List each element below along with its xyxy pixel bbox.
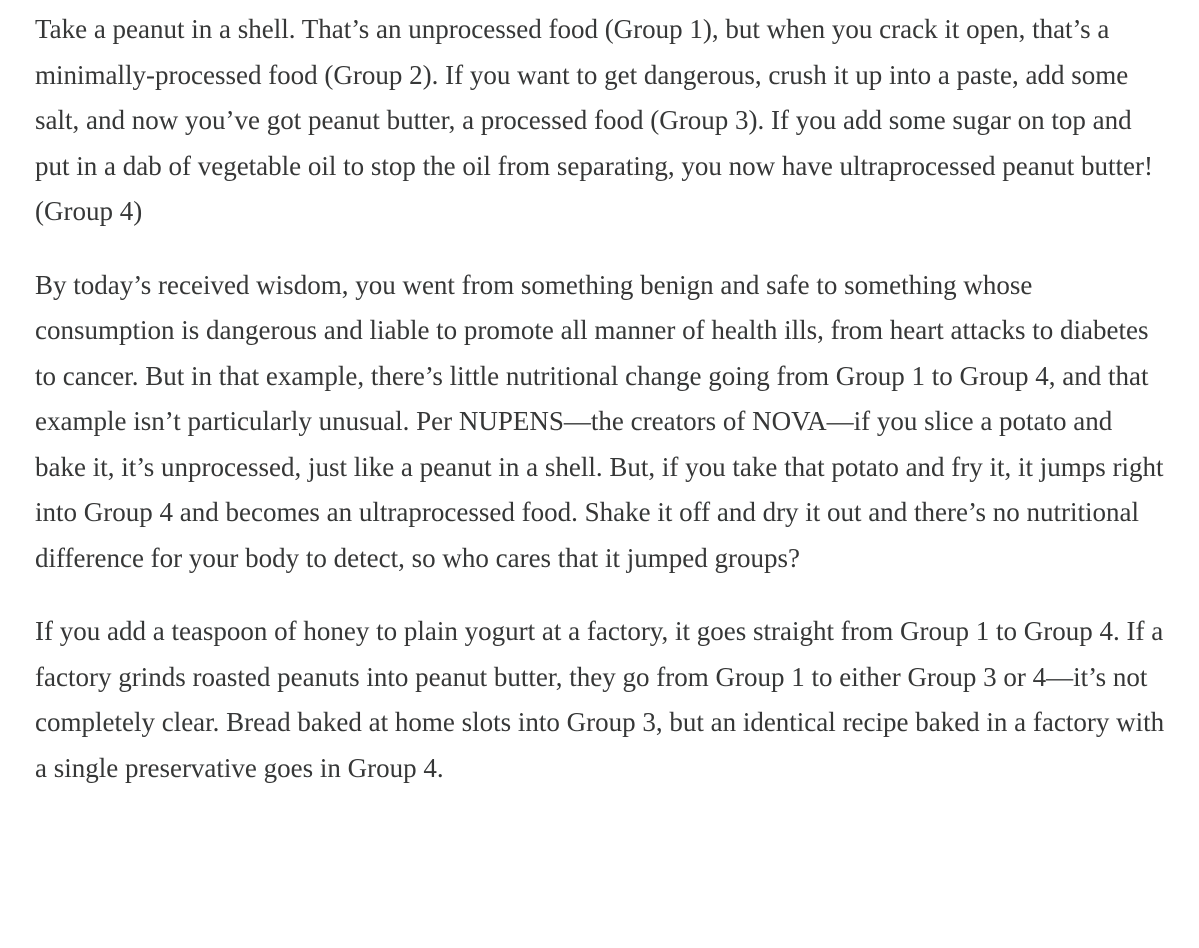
paragraph-peanut-groups: Take a peanut in a shell. That’s an unprocessed food (Group 1), but when you crack it open, that’s a minimally-processed food (Group 2). If you want to get dangerous, crush it up into a paste, add some salt, and now you’ve got peanut butter, a processed food (Group 3). If you add some sugar on top and put in a dab of vegetable oil to stop the oil from separating, you now have ultraprocessed peanut butter! (Group 4) [35,14,1153,226]
paragraph-received-wisdom: By today’s received wisdom, you went from something benign and safe to something whose consumption is dangerous and liable to promote all manner of health ills, from heart attacks to diabetes to cancer. But in that example, there’s little nutritional change going from Group 1 to Group 4, and that example isn’t particularly unusual. Per NUPENS—the creators of NOVA—if you slice a potato and bake it, it’s unprocessed, just like a peanut in a shell. But, if you take that potato and fry it, it jumps right into Group 4 and becomes an ultraprocessed food. Shake it off and dry it out and there’s no nutritional difference for your body to detect, so who cares that it jumped groups? [35,269,1164,573]
article-body [35,7,1165,791]
paragraph-factory-examples: If you add a teaspoon of honey to plain yogurt at a factory, it goes straight from Group 1 to Group 4. If a factory grinds roasted peanuts into peanut butter, they go from Group 1 to either Group 3 or 4—it’s not completely clear. Bread baked at home slots into Group 3, but an identical recipe baked in a factory with a single preservative goes in Group 4. [35,616,1165,783]
